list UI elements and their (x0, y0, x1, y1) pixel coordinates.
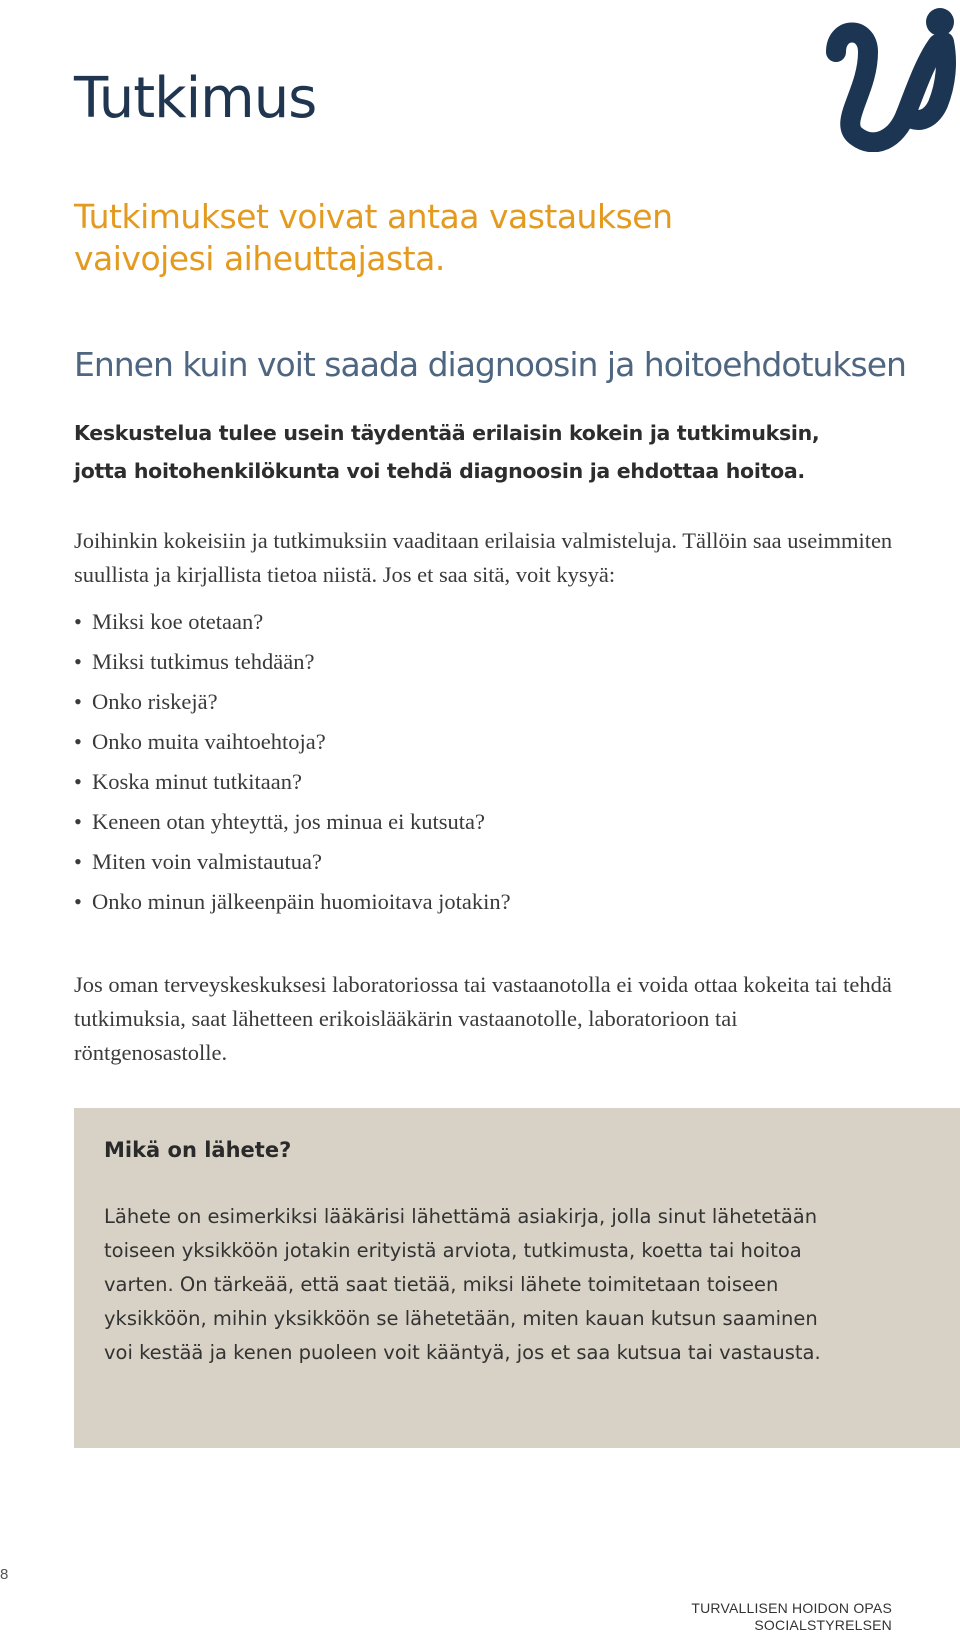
bullet: • (74, 769, 82, 794)
list-item (74, 682, 511, 722)
question-text: Onko muita vaihtoehtoja? (92, 729, 326, 754)
list-item (74, 722, 511, 762)
body-paragraph-1: Joihinkin kokeisiin ja tutkimuksiin vaaditaan erilaisia valmisteluja. Tällöin saa useimmiten suullista ja kirjallista tietoa niistä. Jos et saa sitä, voit kysyä: (74, 528, 893, 587)
footer (691, 1600, 892, 1634)
question-text: Koska minut tutkitaan? (92, 769, 302, 794)
section-subtitle: Ennen kuin voit saada diagnoosin ja hoitoehdotuksen (74, 345, 906, 384)
bullet: • (74, 649, 82, 674)
info-box-text: Lähete on esimerkiksi lääkärisi lähettämä asiakirja, jolla sinut lähetetään toiseen yksikköön jotakin erityistä arviota, tutkimusta, koetta tai hoitoa varten. On tärkeää, että saat tietää, miksi lähete toimitetaan toiseen yksikköön, mihin yksikköön se lähetetään, miten kauan kutsun saaminen voi kestää ja kenen puoleen voit kääntyä, jos et saa kutsua tai vastausta. (104, 1205, 821, 1364)
bullet: • (74, 889, 82, 914)
question-text: Miksi tutkimus tehdään? (92, 649, 315, 674)
page-number: 8 (0, 1566, 9, 1583)
question-text: Onko riskejä? (92, 689, 218, 714)
bullet: • (74, 729, 82, 754)
question-text: Miten voin valmistautua? (92, 849, 322, 874)
list-item (74, 882, 511, 922)
bullet: • (74, 849, 82, 874)
list-item (74, 802, 511, 842)
question-list (74, 602, 511, 922)
bullet: • (74, 809, 82, 834)
organization-logo (826, 4, 960, 152)
list-item (74, 842, 511, 882)
bullet: • (74, 609, 82, 634)
info-box-title: Mikä on lähete? (104, 1138, 292, 1162)
footer-publication-title: TURVALLISEN HOIDON OPAS (691, 1600, 892, 1616)
body-paragraph-2: Jos oman terveyskeskuksesi laboratoriossa tai vastaanotolla ei voida ottaa kokeita tai tehdä tutkimuksia, saat lähetteen erikoislääkärin vastaanotolle, laboratorioon tai röntgenosastolle. (74, 972, 892, 1065)
intro-paragraph: Keskustelua tulee usein täydentää erilaisin kokein ja tutkimuksin, jotta hoitohenkilökunta voi tehdä diagnoosin ja ehdottaa hoitoa. (74, 421, 820, 483)
bullet: • (74, 689, 82, 714)
lead-heading: Tutkimukset voivat antaa vastauksen vaivojesi aiheuttajasta. (74, 197, 673, 278)
question-text: Miksi koe otetaan? (92, 609, 264, 634)
footer-publisher: SOCIALSTYRELSEN (754, 1617, 892, 1633)
page-title: Tutkimus (74, 66, 317, 131)
list-item (74, 762, 511, 802)
question-text: Keneen otan yhteyttä, jos minua ei kutsuta? (92, 809, 486, 834)
question-text: Onko minun jälkeenpäin huomioitava jotakin? (92, 889, 511, 914)
logo-dot (926, 8, 954, 36)
list-item (74, 642, 511, 682)
list-item (74, 602, 511, 642)
info-box (74, 1108, 960, 1448)
